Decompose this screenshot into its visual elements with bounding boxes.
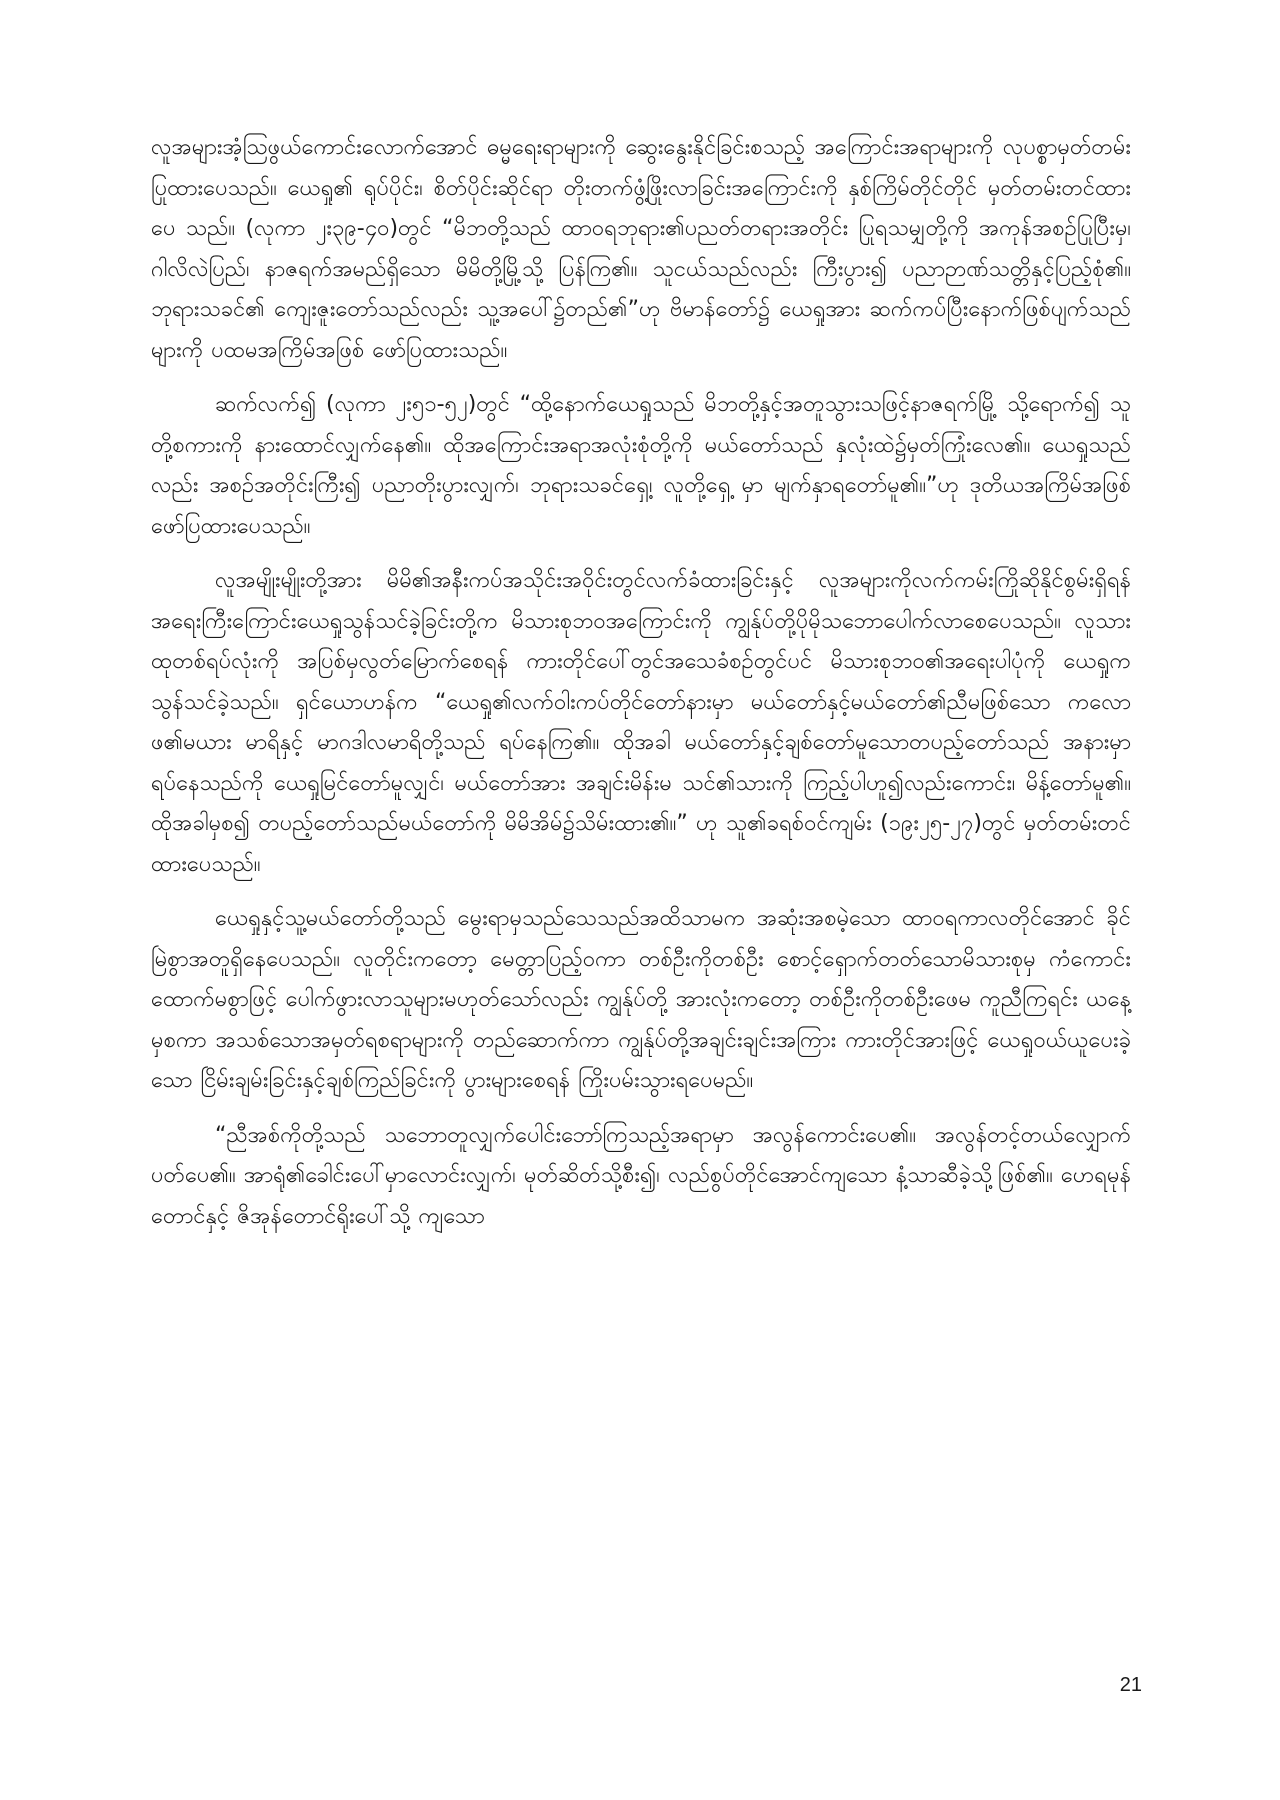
paragraph-4: ယေရှုနှင့်သူ့မယ်တော်တို့သည် မွေးရာမှသည်သေသည်အထိသာမက အဆုံးအစမဲ့သော ထာဝရကာလတိုင်အောင် ခိုင်မြဲစွာအတူရှိနေပေသည်။ လူတိုင်းကတော့ မေတ္တာပြည့်ဝကာ တစ်ဦးကိုတစ်ဦး စောင့်ရှောက်တတ်သောမိသားစုမှ ကံကောင်းထောက်မစွာဖြင့် ပေါက်ဖွားလာသူများမဟုတ်သော်လည်း ကျွန်ုပ်တို့ အားလုံးကတော့ တစ်ဦးကိုတစ်ဦးဖေမ ကူညီကြရင်း ယနေ့မှစကာ အသစ်သောအမှတ်ရစရာများကို တည်ဆောက်ကာ ကျွန်ုပ်တို့အချင်းချင်းအကြား ကားတိုင်အားဖြင့် ယေရှုဝယ်ယူပေးခဲ့သော ငြိမ်းချမ်းခြင်းနှင့်ချစ်ကြည်ခြင်းကို ပွားများစေရန် ကြိုးပမ်းသွားရပေမည်။: [151, 906, 1131, 1093]
page-number: 21: [1119, 1674, 1142, 1696]
paragraph-1: လူအများအံ့သြဖွယ်ကောင်းလောက်အောင် ဓမ္မရေးရာများကို ဆွေးနွေးနိုင်ခြင်းစသည့် အကြောင်းအရာများကို လုပစ္စာမှတ်တမ်းပြုထားပေသည်။ ယေရှု၏ ရုပ်ပိုင်း၊ စိတ်ပိုင်းဆိုင်ရာ တိုးတက်ဖွံ့ဖြိုးလာခြင်းအကြောင်းကို နှစ်ကြိမ်တိုင်တိုင် မှတ်တမ်းတင်ထားပေ သည်။ (လုကာ ၂း၃၉-၄၀)တွင် “မိဘတို့သည် ထာဝရဘုရား၏ပညတ်တရားအတိုင်း ပြုရသမျှတို့ကို အကုန်အစဉ်ပြုပြီးမှ၊ ဂါလိလဲပြည်၊ နာဇရက်အမည်ရှိသော မိမိတို့မြို့သို့ ပြန်ကြ၏။ သူငယ်သည်လည်း ကြီးပွား၍ ပညာဉာဏ်သတ္တိနှင့်ပြည့်စုံ၏။ ဘုရားသခင်၏ ကျေးဇူးတော်သည်လည်း သူ့အပေါ်၌တည်၏”ဟု ဗိမာန်တော်၌ ယေရှုအား ဆက်ကပ်ပြီးနောက်ဖြစ်ပျက်သည်များကို ပထမအကြိမ်အဖြစ် ဖော်ပြထားသည်။: [151, 135, 1131, 363]
body-text: [151, 128, 1131, 1251]
paragraph-5: “ညီအစ်ကိုတို့သည် သဘောတူလျှက်ပေါင်းဘော်ကြသည့်အရာမှာ အလွန်ကောင်းပေ၏။ အလွန်တင့်တယ်လျှောက်ပတ်ပေ၏။ အာရုံ၏ခေါင်းပေါ်မှာလောင်းလျှက်၊ မုတ်ဆိတ်သို့စီး၍၊ လည်စွပ်တိုင်အောင်ကျသော နံ့သာဆီခဲ့သို့ဖြစ်၏။ ဟေရမုန်တောင်နှင့် ဇိအုန်တောင်ရိုးပေါ်သို့ ကျသော: [151, 1122, 1131, 1229]
paragraph-2: ဆက်လက်၍ (လုကာ ၂း၅၁-၅၂)တွင် “ထို့နောက်ယေရှုသည် မိဘတို့နှင့်အတူသွားသဖြင့်နာဇရက်မြို့ သို့ရောက်၍ သူတို့စကားကို နားထောင်လျှက်နေ၏။ ထိုအကြောင်းအရာအလုံးစုံတို့ကို မယ်တော်သည် နှလုံးထဲ၌မှတ်ကြုံးလေ၏။ ယေရှုသည်လည်း အစဉ်အတိုင်းကြီး၍ ပညာတိုးပွားလျှက်၊ ဘုရားသခင်ရှေ့၊ လူတို့ရှေ့ မှာ မျက်နှာရတော်မူ၏။”ဟု ဒုတိယအကြိမ်အဖြစ် ဖော်ပြထားပေသည်။: [151, 392, 1131, 539]
paragraph-3: လူအမျိုးမျိုးတို့အား မိမိ၏အနီးကပ်အသိုင်းအဝိုင်းတွင်လက်ခံထားခြင်းနှင့် လူအများကိုလက်ကမ်းကြိုဆိုနိုင်စွမ်းရှိရန် အရေးကြီးကြောင်းယေရှုသွန်သင်ခဲ့ခြင်းတို့က မိသားစုဘဝအကြောင်းကို ကျွန်ုပ်တို့ပိုမိုသဘောပေါက်လာစေပေသည်။ လူသားထုတစ်ရပ်လုံးကို အပြစ်မှလွတ်မြောက်စေရန် ကားတိုင်ပေါ်တွင်အသေခံစဉ်တွင်ပင် မိသားစုဘဝ၏အရေးပါပုံကို ယေရှုက သွန်သင်ခဲ့သည်။ ရှင်ယောဟန်က “ယေရှု၏လက်ဝါးကပ်တိုင်တော်နားမှာ မယ်တော်နှင့်မယ်တော်၏ညီမဖြစ်သော ကလောဖ၏မယား မာရိနှင့် မာဂဒါလမာရိတို့သည် ရပ်နေကြ၏။ ထိုအခါ မယ်တော်နှင့်ချစ်တော်မူသောတပည့်တော်သည် အနားမှာရပ်နေသည်ကို ယေရှုမြင်တော်မူလျှင်၊ မယ်တော်အား အချင်းမိန်းမ သင်၏သားကို ကြည့်ပါဟူ၍လည်းကောင်း၊ မိန့်တော်မူ၏။ ထိုအခါမှစ၍ တပည့်တော်သည်မယ်တော်ကို မိမိအိမ်၌သိမ်းထား၏။” ဟု သူ၏ခရစ်ဝင်ကျမ်း (၁၉း၂၅-၂၇)တွင် မှတ်တမ်းတင်ထားပေသည်။: [151, 568, 1131, 877]
